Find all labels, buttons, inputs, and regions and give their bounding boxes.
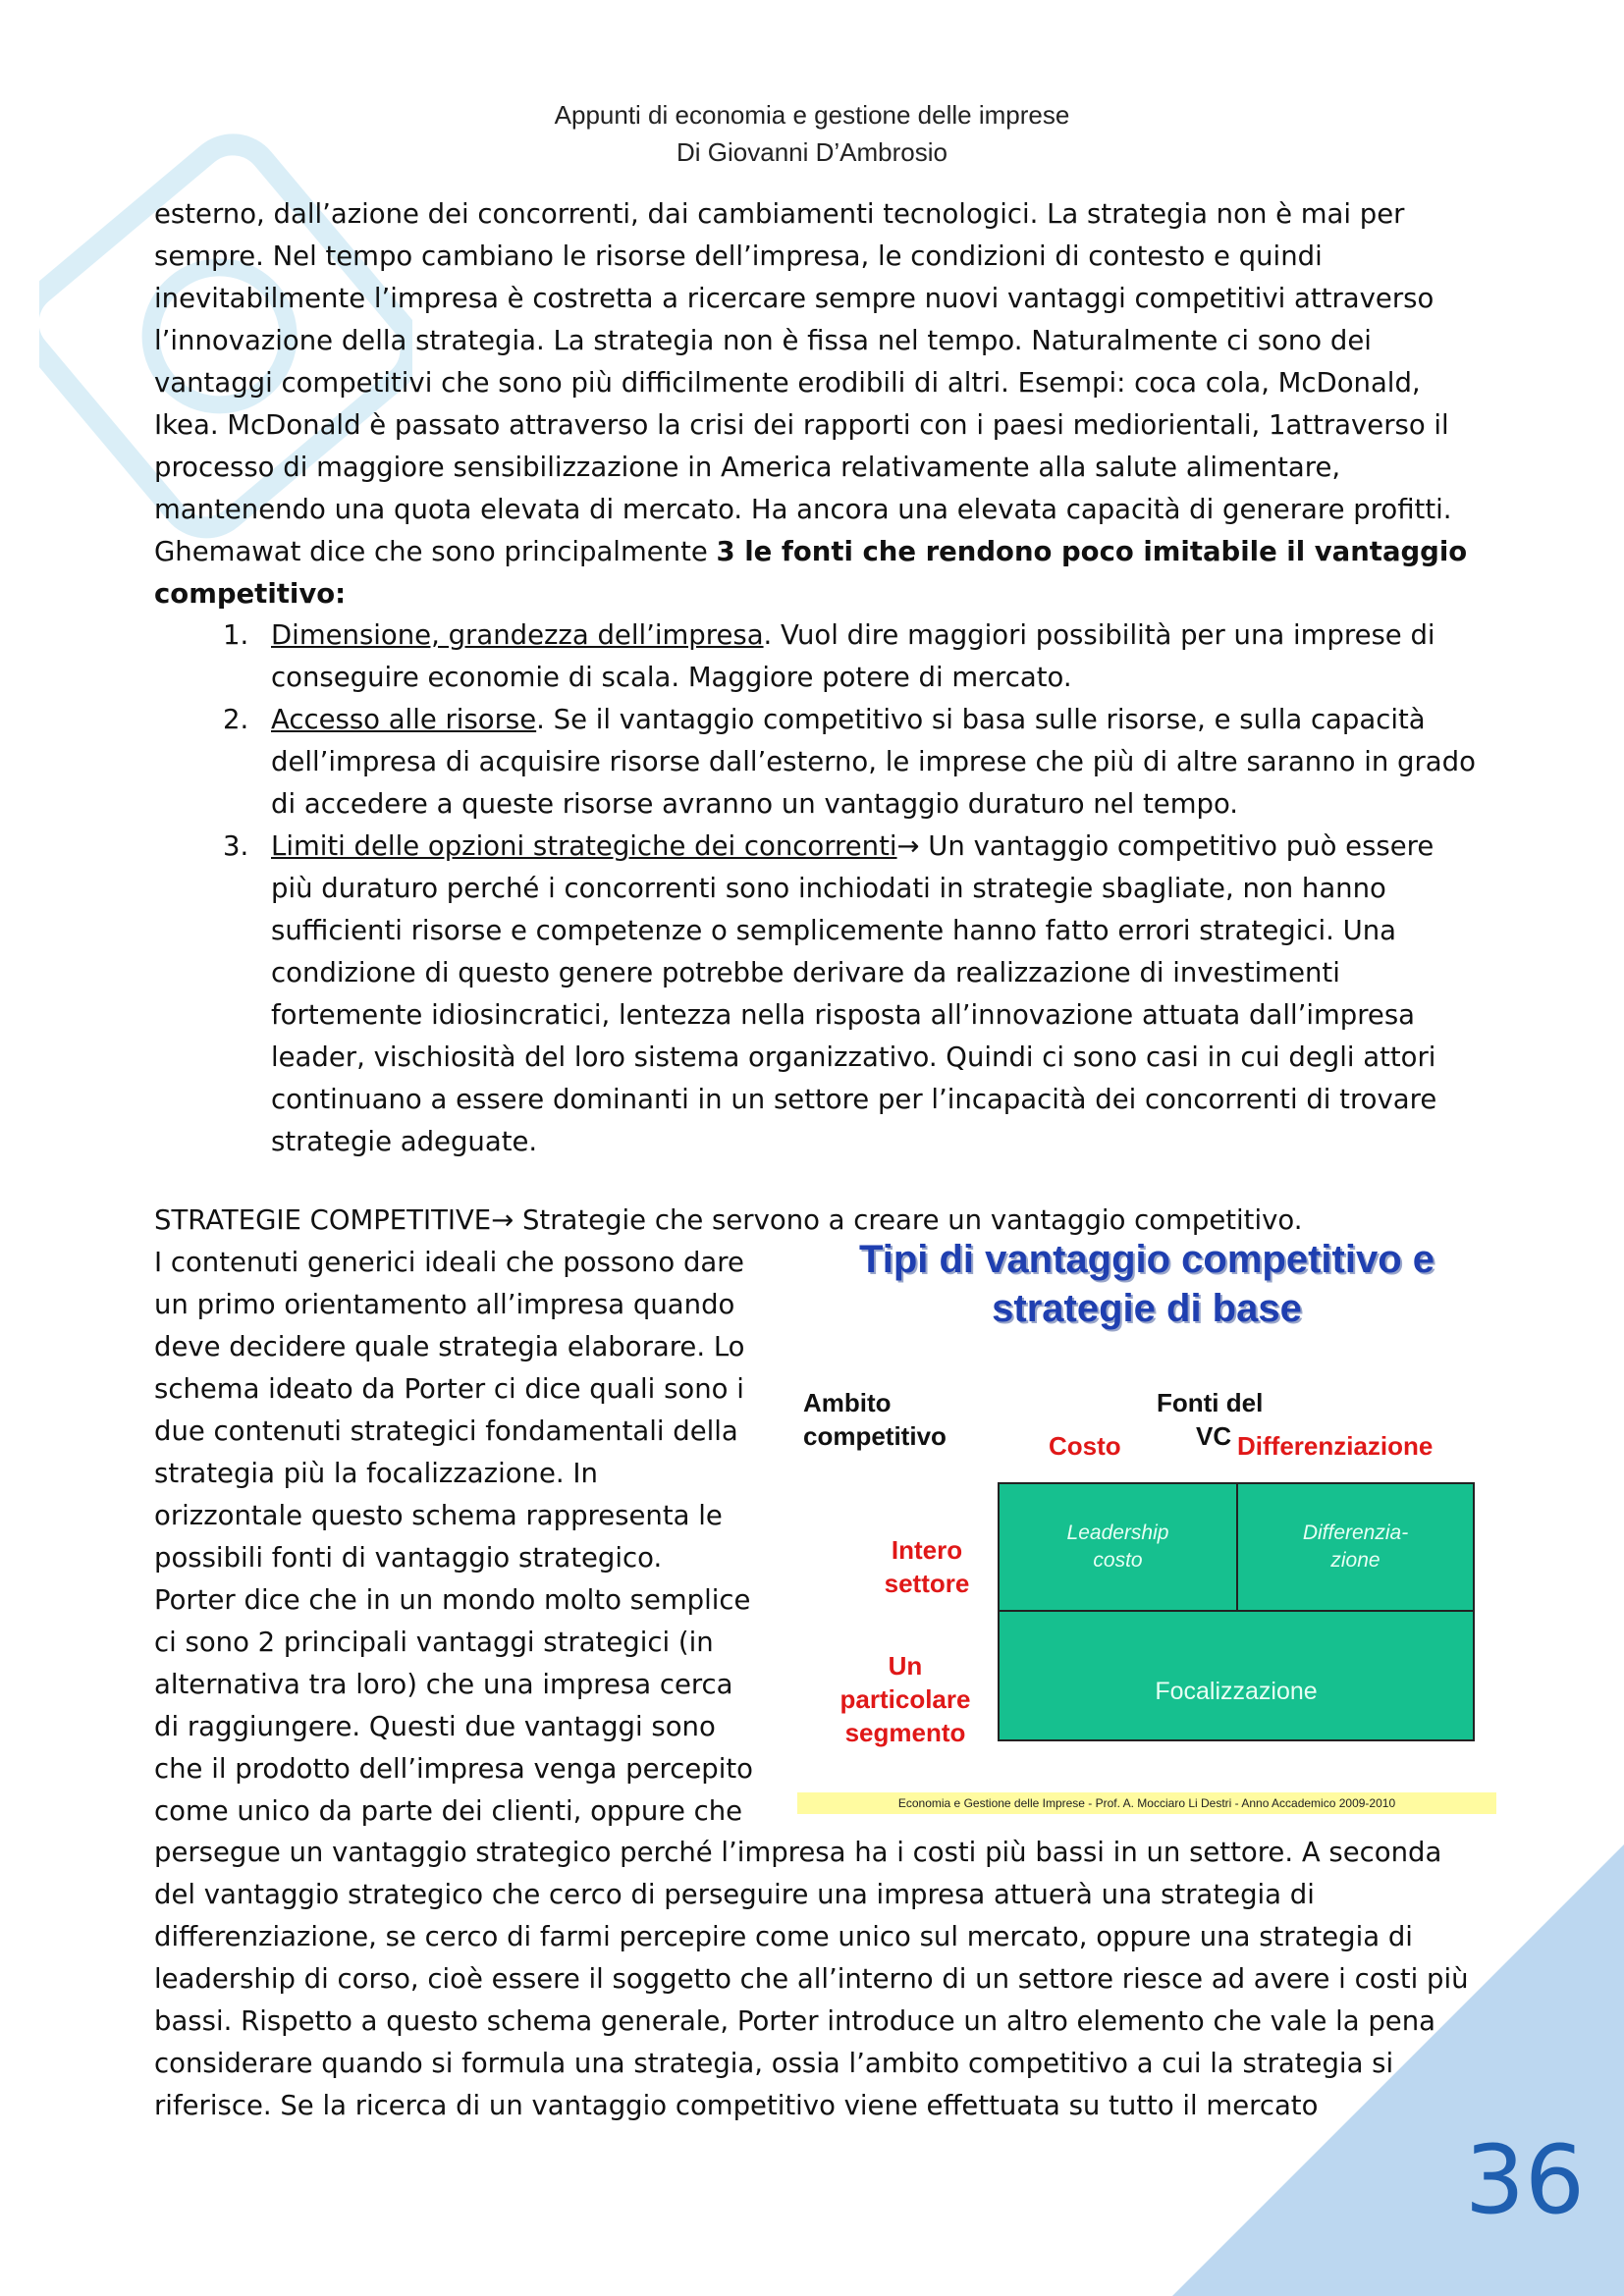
list-item bbox=[154, 614, 1480, 699]
side-line: orizzontale questo schema rappresenta le bbox=[154, 1500, 723, 1531]
segmento-line: particolare bbox=[839, 1684, 971, 1714]
diagram-title-line: Tipi di vantaggio competitivo e bbox=[859, 1238, 1435, 1281]
fonti-line: VC bbox=[1196, 1421, 1232, 1451]
fonti-line: Fonti del bbox=[1157, 1388, 1264, 1417]
intro-text: esterno, dall’azione dei concorrenti, dai cambiamenti tecnologici. La strategia non è mai per sempre. Nel tempo cambiano le risorse dell’impresa, le condizioni di contesto e quindi inevitabilmente l’impresa è costretta a ricercare sempre nuovi vantaggi competitivi attraverso l’innovazione della strategia. La strategia non è fissa nel tempo. Naturalmente ci sono dei vantaggi competitivi che sono più difficilmente erodibili di altri. Esempi: coca cola, McDonald, Ikea. McDonald è passato attraverso la crisi dei rapporti con i paesi mediorientali, 1attraverso il processo di maggiore sensibilizzazione in America relativamente alla salute alimentare, mantenendo una quota elevata di mercato. Ha ancora una elevata capacità di generare profitti. Ghemawat dice che sono principalmente bbox=[154, 198, 1452, 567]
side-line: I contenuti generici ideali che possono dare bbox=[154, 1247, 744, 1278]
diagram-footer: Economia e Gestione delle Imprese - Prof. A. Mocciaro Li Destri - Anno Accademico 2009-2010 bbox=[797, 1792, 1496, 1814]
list-number: 1. bbox=[223, 619, 249, 651]
side-line: Porter dice che in un mondo molto semplice bbox=[154, 1584, 751, 1616]
list-item-text: Un vantaggio competitivo può essere più duraturo perché i concorrenti sono inchiodati in strategie sbagliate, non hanno sufficienti risorse e competenze o semplicemente hanno fatto errori strategici. Una condizione di questo genere potrebbe derivare da realizzazione di investimenti fortemente idiosincratici, lentezza nella risposta all’innovazione attuata dall’impresa leader, vischiosità del loro sistema organizzativo. Quindi ci sono casi in cui degli attori continuano a essere dominanti in un settore per l’incapacità dei concorrenti di trovare strategie adeguate. bbox=[271, 830, 1437, 1157]
side-line: due contenuti strategici fondamentali della bbox=[154, 1415, 738, 1447]
list-item-title: Limiti delle opzioni strategiche dei concorrenti bbox=[271, 830, 897, 862]
cell-leadership-costo bbox=[1000, 1484, 1238, 1612]
arrow-icon: → bbox=[896, 830, 920, 862]
segmento-line: segmento bbox=[844, 1718, 966, 1747]
segmento-label bbox=[827, 1649, 984, 1749]
intero-settore-label bbox=[878, 1533, 976, 1600]
page-number: 36 bbox=[1464, 2125, 1585, 2235]
side-line: schema ideato da Porter ci dice quali sono i bbox=[154, 1373, 744, 1405]
list-item-text: . Vuol dire maggiori possibilità per una imprese di conseguire economie di scala. Maggiore potere di mercato. bbox=[271, 619, 1435, 693]
strategy-grid bbox=[998, 1482, 1475, 1741]
side-line: che il prodotto dell’impresa venga percepito bbox=[154, 1753, 753, 1785]
porter-diagram bbox=[797, 1229, 1496, 1818]
intero-line: Intero bbox=[891, 1535, 963, 1565]
cell-focalizzazione: Focalizzazione bbox=[1155, 1678, 1318, 1705]
section-title: STRATEGIE COMPETITIVE bbox=[154, 1204, 492, 1236]
side-text bbox=[154, 1242, 783, 1833]
page-header bbox=[0, 96, 1624, 171]
side-line: un primo orientamento all’impresa quando bbox=[154, 1289, 735, 1320]
list-item-text: . Se il vantaggio competitivo si basa sulle risorse, e sulla capacità dell’impresa di acquisire risorse dall’esterno, le imprese che più di altre saranno in grado di accedere a queste risorse avranno un vantaggio duraturo nel tempo. bbox=[271, 704, 1476, 820]
intro-bold-text: 3 le fonti che rendono poco imitabile il vantaggio competitivo: bbox=[154, 536, 1468, 610]
continuation-text: persegue un vantaggio strategico perché l’impresa ha i costi più bassi in un settore. A seconda del vantaggio strategico che cerco di perseguire una impresa attuerà una strategia di differenziazione, se cerco di farmi percepire come unico sul mercato, oppure una strategia di leadership di corso, cioè essere il soggetto che all’interno di un settore riesce ad avere i costi più bassi. Rispetto a questo schema generale, Porter introduce un altro elemento che vale la pena considerare quando si formula una strategia, ossia l’ambito competitivo a cui la strategia si riferisce. Se la ricerca di un vantaggio competitivo viene effettuata su tutto il mercato bbox=[154, 1837, 1469, 2121]
side-line: ci sono 2 principali vantaggi strategici (in bbox=[154, 1627, 714, 1658]
sources-list bbox=[154, 614, 1480, 1163]
cell-line: Differenzia- bbox=[1302, 1522, 1409, 1544]
ambito-line: Ambito bbox=[803, 1388, 892, 1417]
cell-line: Leadership bbox=[1066, 1522, 1169, 1544]
list-item-title: Dimensione, grandezza dell’impresa bbox=[271, 619, 764, 651]
cell-differenziazione bbox=[1238, 1484, 1473, 1612]
list-number: 3. bbox=[223, 830, 249, 862]
list-item bbox=[154, 826, 1480, 1163]
costo-label: Costo bbox=[1049, 1431, 1121, 1461]
diagram-title bbox=[797, 1235, 1496, 1333]
section-subtitle: Strategie che servono a creare un vantaggio competitivo. bbox=[514, 1204, 1303, 1236]
list-item-title: Accesso alle risorse bbox=[271, 704, 537, 735]
side-line: strategia più la focalizzazione. In bbox=[154, 1458, 598, 1489]
cell-line: zione bbox=[1330, 1549, 1380, 1572]
ambito-label bbox=[803, 1386, 947, 1453]
intero-line: settore bbox=[884, 1569, 970, 1598]
ambito-line: competitivo bbox=[803, 1421, 947, 1451]
side-line: deve decidere quale strategia elaborare. Lo bbox=[154, 1331, 745, 1362]
side-line: alternativa tra loro) che una impresa cerca bbox=[154, 1669, 733, 1700]
list-item bbox=[154, 699, 1480, 826]
intro-paragraph bbox=[154, 193, 1480, 615]
header-title: Appunti di economia e gestione delle imprese bbox=[554, 100, 1070, 130]
side-line: di raggiungere. Questi due vantaggi sono bbox=[154, 1711, 716, 1742]
differenziazione-label: Differenziazione bbox=[1237, 1431, 1434, 1461]
cell-line: costo bbox=[1093, 1549, 1143, 1572]
segmento-line: Un bbox=[888, 1651, 923, 1681]
list-number: 2. bbox=[223, 704, 249, 735]
arrow-icon: → bbox=[491, 1204, 514, 1236]
header-author: Di Giovanni D’Ambrosio bbox=[677, 137, 947, 167]
diagram-title-line: strategie di base bbox=[992, 1287, 1302, 1330]
side-line: possibili fonti di vantaggio strategico. bbox=[154, 1542, 663, 1574]
side-line: come unico da parte dei clienti, oppure che bbox=[154, 1795, 743, 1827]
